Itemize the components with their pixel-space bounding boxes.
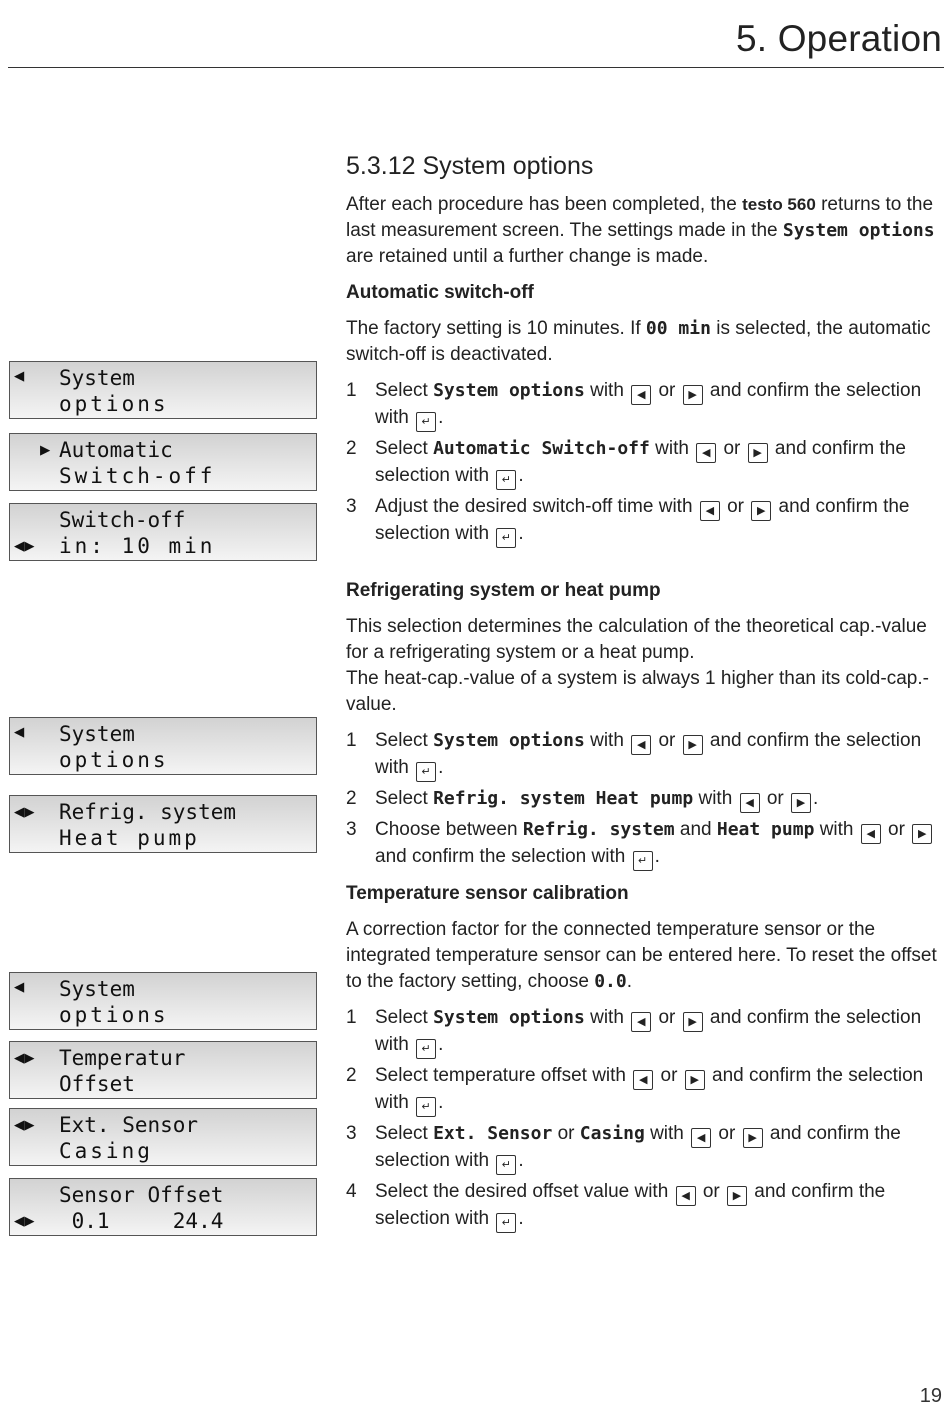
- lcd-line2: options: [59, 748, 169, 772]
- lcd-line2: options: [59, 1003, 169, 1027]
- enter-key-icon: ↵: [633, 851, 653, 871]
- list-item: 3 Adjust the desired switch-off time with ◀ or ▶ and confirm the selection with ↵ .: [346, 494, 942, 548]
- lcd-arrow-icon: ◀: [14, 977, 25, 997]
- right-key-icon: ▶: [727, 1186, 747, 1206]
- refrig-heading: Refrigerating system or heat pump: [346, 580, 661, 601]
- lcd-sensor-offset: [9, 1178, 317, 1236]
- enter-key-icon: ↵: [416, 762, 436, 782]
- left-key-icon: ◀: [631, 735, 651, 755]
- temp-steps: [346, 1005, 942, 1233]
- lcd-line2: Casing: [59, 1139, 153, 1163]
- refrig-desc: This selection determines the calculation of the theoretical cap.-value for a refrigerating system or a heat pump. The heat-cap.-value of a system is always 1 higher than its cold-cap.-value.: [346, 616, 929, 715]
- list-item: 4 Select the desired offset value with ◀ or ▶ and confirm the selection with ↵ .: [346, 1179, 942, 1233]
- enter-key-icon: ↵: [496, 470, 516, 490]
- lcd-ext-sensor-casing: [9, 1108, 317, 1166]
- right-key-icon: ▶: [685, 1070, 705, 1090]
- lcd-system-options-1: [9, 361, 317, 419]
- list-item: 2 Select Automatic Switch-off with ◀ or ▶ and confirm the selection with ↵ .: [346, 436, 942, 490]
- right-key-icon: ▶: [748, 443, 768, 463]
- list-item: 1 Select System options with ◀ or ▶ and confirm the selection with ↵ .: [346, 728, 942, 782]
- lcd-line1: Ext. Sensor: [59, 1113, 199, 1137]
- lcd-line2: Offset: [59, 1072, 135, 1096]
- lcd-line2: Switch-off: [59, 464, 216, 488]
- lcd-line1: Refrig. system: [59, 800, 237, 824]
- lcd-arrow-icon: ◀▶: [14, 1211, 35, 1231]
- lcd-line2: Heat pump: [59, 826, 200, 850]
- lcd-arrow-icon: ◀▶: [14, 1115, 35, 1135]
- left-key-icon: ◀: [861, 824, 881, 844]
- lcd-system-options-2: [9, 717, 317, 775]
- lcd-system-options-3: [9, 972, 317, 1030]
- lcd-line2: 0.1 24.4: [59, 1209, 224, 1233]
- refrig-steps: [346, 728, 942, 871]
- lcd-arrow-icon: ◀: [14, 722, 25, 742]
- right-key-icon: ▶: [743, 1128, 763, 1148]
- list-item: 2 Select temperature offset with ◀ or ▶ and confirm the selection with ↵ .: [346, 1063, 942, 1117]
- intro-paragraph: After each procedure has been completed, the testo 560 returns to the last measurement screen. The settings made in the System options are retained until a further change is made.: [346, 194, 935, 267]
- page-number: 19: [919, 1385, 942, 1407]
- auto-switch-heading: Automatic switch-off: [346, 282, 534, 303]
- list-item: 1 Select System options with ◀ or ▶ and confirm the selection with ↵ .: [346, 378, 942, 432]
- enter-key-icon: ↵: [416, 412, 436, 432]
- lcd-arrow-icon: ◀▶: [14, 802, 35, 822]
- left-key-icon: ◀: [740, 793, 760, 813]
- lcd-arrow-icon: ◀: [14, 366, 25, 386]
- right-key-icon: ▶: [683, 385, 703, 405]
- enter-key-icon: ↵: [496, 528, 516, 548]
- left-key-icon: ◀: [633, 1070, 653, 1090]
- lcd-line1: System: [59, 366, 135, 390]
- lcd-arrow-icon: ▶: [40, 440, 51, 460]
- left-key-icon: ◀: [631, 1012, 651, 1032]
- left-key-icon: ◀: [696, 443, 716, 463]
- section-title: 5.3.12 System options: [346, 152, 594, 180]
- lcd-line2: in: 10 min: [59, 534, 216, 558]
- lcd-automatic-switch-off: [9, 433, 317, 491]
- left-key-icon: ◀: [691, 1128, 711, 1148]
- brand-name: testo 560: [742, 195, 816, 214]
- lcd-line1: Switch-off: [59, 508, 186, 532]
- header-rule: [8, 67, 944, 68]
- left-key-icon: ◀: [631, 385, 651, 405]
- main-content: [346, 150, 942, 1237]
- right-key-icon: ▶: [683, 735, 703, 755]
- enter-key-icon: ↵: [496, 1213, 516, 1233]
- left-key-icon: ◀: [676, 1186, 696, 1206]
- lcd-switch-off-time: [9, 503, 317, 561]
- chapter-title: 5. Operation: [735, 18, 942, 59]
- lcd-temperatur-offset: [9, 1041, 317, 1099]
- temp-heading: Temperature sensor calibration: [346, 883, 629, 904]
- auto-switch-steps: [346, 378, 942, 548]
- list-item: 3 Choose between Refrig. system and Heat pump with ◀ or ▶ and confirm the selection with ↵ .: [346, 817, 942, 871]
- left-key-icon: ◀: [700, 501, 720, 521]
- list-item: 1 Select System options with ◀ or ▶ and confirm the selection with ↵ .: [346, 1005, 942, 1059]
- enter-key-icon: ↵: [416, 1039, 436, 1059]
- lcd-arrow-icon: ◀▶: [14, 536, 35, 556]
- lcd-line1: Temperatur: [59, 1046, 186, 1070]
- lcd-line1: System: [59, 722, 135, 746]
- list-item: 3 Select Ext. Sensor or Casing with ◀ or ▶ and confirm the selection with ↵ .: [346, 1121, 942, 1175]
- auto-switch-desc: The factory setting is 10 minutes. If 00 min is selected, the automatic switch-off is deactivated.: [346, 318, 931, 365]
- right-key-icon: ▶: [683, 1012, 703, 1032]
- lcd-line2: options: [59, 392, 169, 416]
- lcd-line1: Automatic: [59, 438, 173, 462]
- right-key-icon: ▶: [791, 793, 811, 813]
- lcd-arrow-icon: ◀▶: [14, 1048, 35, 1068]
- right-key-icon: ▶: [912, 824, 932, 844]
- lcd-line1: System: [59, 977, 135, 1001]
- lcd-line1: Sensor Offset: [59, 1183, 224, 1207]
- enter-key-icon: ↵: [416, 1097, 436, 1117]
- lcd-refrig-heat-pump: [9, 795, 317, 853]
- enter-key-icon: ↵: [496, 1155, 516, 1175]
- temp-desc: A correction factor for the connected temperature sensor or the integrated temperature sensor can be entered here. To reset the offset to the factory setting, choose 0.0.: [346, 919, 937, 992]
- list-item: 2 Select Refrig. system Heat pump with ◀ or ▶ .: [346, 786, 942, 813]
- right-key-icon: ▶: [751, 501, 771, 521]
